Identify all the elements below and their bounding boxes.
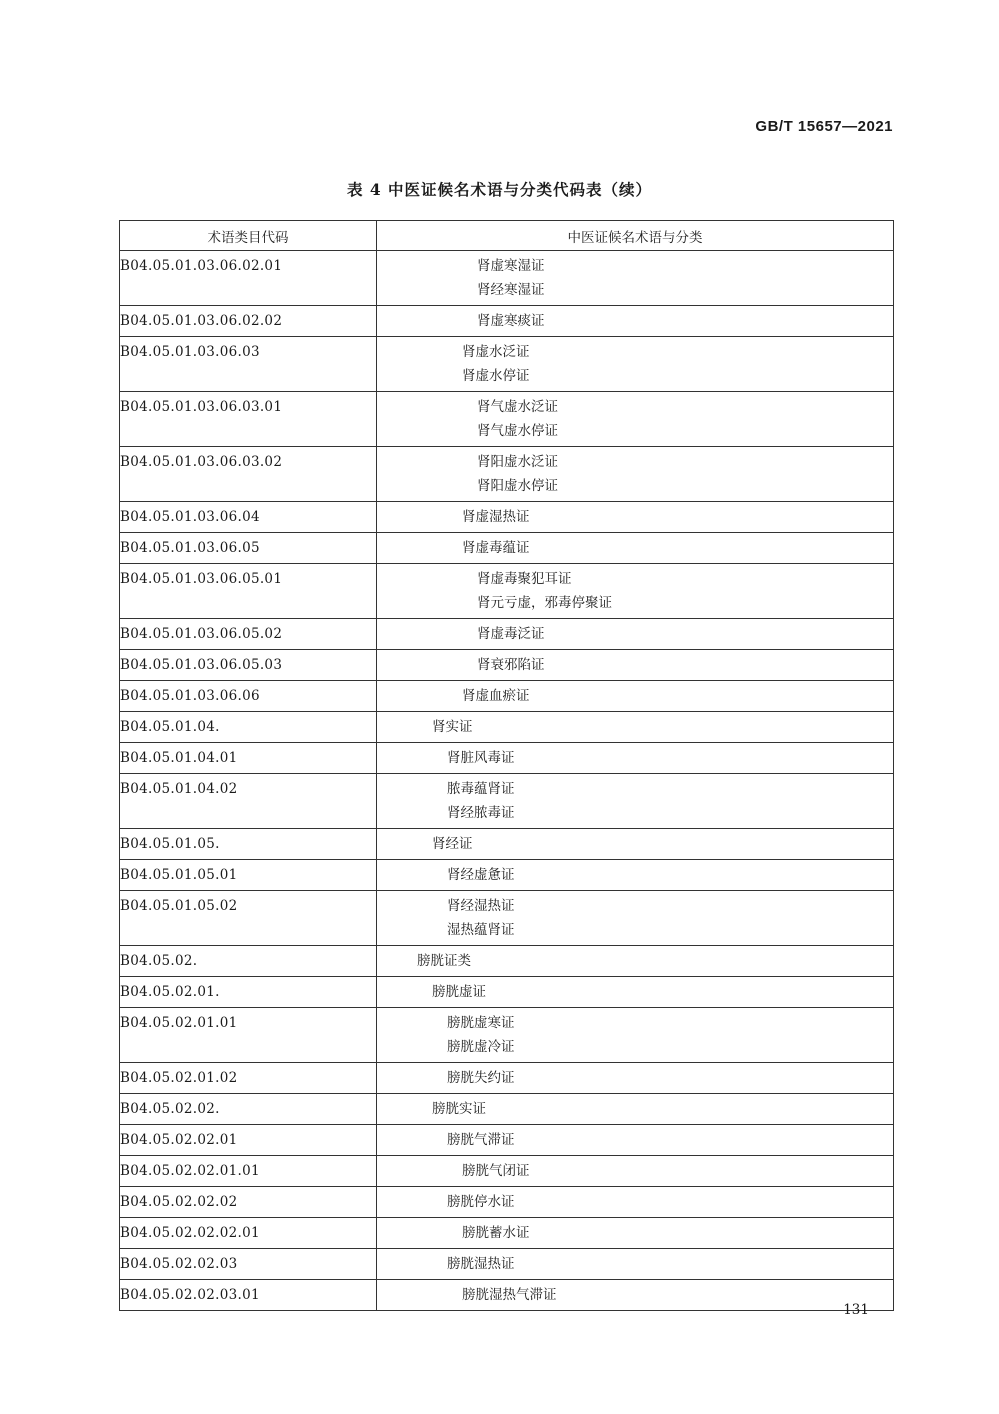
term-name-cell [377, 977, 894, 1008]
term-name: 脓毒蕴肾证 [447, 781, 515, 797]
table-row [120, 946, 894, 977]
term-code-cell: B04.05.02.02.03.01 [120, 1280, 377, 1311]
term-code-cell: B04.05.02.01.02 [120, 1063, 377, 1094]
term-code-cell: B04.05.02.02.01 [120, 1125, 377, 1156]
term-name-cell [377, 502, 894, 533]
term-code-cell: B04.05.01.03.06.02.01 [120, 251, 377, 306]
page-number: 131 [843, 1302, 869, 1318]
term-code-cell: B04.05.01.05.01 [120, 860, 377, 891]
term-name: 膀胱证类 [417, 953, 471, 969]
term-name: 肾经湿热证 [447, 898, 515, 914]
term-name: 膀胱虚寒证 [447, 1015, 515, 1031]
table-row [120, 977, 894, 1008]
term-name: 膀胱虚证 [432, 984, 486, 1000]
term-name: 肾虚湿热证 [462, 509, 530, 525]
term-name: 肾虚毒泛证 [477, 626, 545, 642]
term-name-cell [377, 1249, 894, 1280]
term-name-cell [377, 681, 894, 712]
table-row [120, 392, 894, 447]
term-name: 肾虚寒湿证 [477, 258, 545, 274]
term-name: 肾阳虚水停证 [477, 478, 558, 494]
table-title: 表 4 中医证候名术语与分类代码表（续） [346, 180, 653, 199]
term-name: 湿热蕴肾证 [447, 922, 515, 938]
table-row [120, 251, 894, 306]
table-row [120, 860, 894, 891]
term-name: 膀胱湿热证 [447, 1256, 515, 1272]
term-name: 肾衰邪陷证 [477, 657, 545, 673]
table-row [120, 650, 894, 681]
table-row [120, 743, 894, 774]
term-name: 肾虚水泛证 [462, 344, 530, 360]
term-name: 肾气虚水泛证 [477, 399, 558, 415]
term-name-cell [377, 447, 894, 502]
term-name-cell [377, 1094, 894, 1125]
term-code-cell: B04.05.01.03.06.06 [120, 681, 377, 712]
term-name: 膀胱湿热气滞证 [462, 1287, 557, 1303]
term-name: 肾经证 [432, 836, 473, 852]
term-code-cell: B04.05.01.03.06.03.01 [120, 392, 377, 447]
table-row [120, 1187, 894, 1218]
term-name-cell [377, 1008, 894, 1063]
term-name: 肾元亏虚，邪毒停聚证 [477, 595, 612, 611]
term-name: 肾脏风毒证 [447, 750, 515, 766]
term-name-cell [377, 337, 894, 392]
table-row [120, 447, 894, 502]
term-name-cell [377, 1156, 894, 1187]
term-name-cell [377, 650, 894, 681]
term-name: 膀胱停水证 [447, 1194, 515, 1210]
term-name: 膀胱失约证 [447, 1070, 515, 1086]
term-code-cell: B04.05.01.05. [120, 829, 377, 860]
term-name-cell [377, 306, 894, 337]
table-row [120, 712, 894, 743]
term-name-cell [377, 1280, 894, 1311]
table-row [120, 1218, 894, 1249]
term-name: 肾虚毒聚犯耳证 [477, 571, 572, 587]
term-code-cell: B04.05.01.03.06.05.02 [120, 619, 377, 650]
term-code-cell: B04.05.01.04. [120, 712, 377, 743]
term-code-cell: B04.05.02.02.02.01 [120, 1218, 377, 1249]
term-name-cell [377, 564, 894, 619]
table-row [120, 1063, 894, 1094]
term-name-cell [377, 829, 894, 860]
term-name-cell [377, 392, 894, 447]
table-row [120, 1125, 894, 1156]
term-name: 肾经虚惫证 [447, 867, 515, 883]
table-row [120, 502, 894, 533]
table-row [120, 1008, 894, 1063]
column-header-code: 术语类目代码 [120, 221, 377, 251]
table-row [120, 1249, 894, 1280]
term-name-cell [377, 860, 894, 891]
term-name: 膀胱蓄水证 [462, 1225, 530, 1241]
term-code-cell: B04.05.02.01.01 [120, 1008, 377, 1063]
term-name-cell [377, 1063, 894, 1094]
term-name-cell [377, 774, 894, 829]
table-row [120, 1280, 894, 1311]
term-name: 膀胱气闭证 [462, 1163, 530, 1179]
table-row [120, 681, 894, 712]
term-name: 膀胱虚冷证 [447, 1039, 515, 1055]
term-name-cell [377, 712, 894, 743]
term-code-cell: B04.05.01.03.06.05.03 [120, 650, 377, 681]
term-name: 肾虚寒痰证 [477, 313, 545, 329]
term-name-cell [377, 743, 894, 774]
term-code-cell: B04.05.02.02.01.01 [120, 1156, 377, 1187]
term-name-cell [377, 1218, 894, 1249]
term-code-cell: B04.05.01.03.06.05.01 [120, 564, 377, 619]
table-row [120, 829, 894, 860]
term-name: 肾气虚水停证 [477, 423, 558, 439]
term-code-cell: B04.05.01.03.06.05 [120, 533, 377, 564]
table-row [120, 564, 894, 619]
term-name: 肾实证 [432, 719, 473, 735]
term-code-cell: B04.05.01.05.02 [120, 891, 377, 946]
term-name-cell [377, 946, 894, 977]
table-row [120, 891, 894, 946]
term-code-cell: B04.05.01.04.01 [120, 743, 377, 774]
table-row [120, 774, 894, 829]
term-name-cell [377, 251, 894, 306]
table-row [120, 306, 894, 337]
term-name: 膀胱实证 [432, 1101, 486, 1117]
table-row [120, 1156, 894, 1187]
term-name-cell [377, 619, 894, 650]
table-row [120, 619, 894, 650]
term-name-cell [377, 1125, 894, 1156]
term-code-cell: B04.05.01.03.06.03.02 [120, 447, 377, 502]
term-code-cell: B04.05.01.04.02 [120, 774, 377, 829]
term-name: 肾经寒湿证 [477, 282, 545, 298]
table-row [120, 1094, 894, 1125]
term-code-cell: B04.05.02.02. [120, 1094, 377, 1125]
term-name: 膀胱气滞证 [447, 1132, 515, 1148]
term-name: 肾阳虚水泛证 [477, 454, 558, 470]
term-code-cell: B04.05.01.03.06.03 [120, 337, 377, 392]
standard-number: GB/T 15657—2021 [755, 118, 893, 135]
term-name: 肾经脓毒证 [447, 805, 515, 821]
term-name-cell [377, 891, 894, 946]
table-body [120, 251, 894, 1311]
term-code-cell: B04.05.01.03.06.02.02 [120, 306, 377, 337]
term-code-table [119, 220, 894, 1311]
term-code-cell: B04.05.01.03.06.04 [120, 502, 377, 533]
term-code-cell: B04.05.02.01. [120, 977, 377, 1008]
term-code-cell: B04.05.02.02.02 [120, 1187, 377, 1218]
term-code-cell: B04.05.02.02.03 [120, 1249, 377, 1280]
term-name: 肾虚血瘀证 [462, 688, 530, 704]
term-name: 肾虚毒蕴证 [462, 540, 530, 556]
term-name-cell [377, 533, 894, 564]
table-row [120, 533, 894, 564]
table-row [120, 337, 894, 392]
term-name-cell [377, 1187, 894, 1218]
term-name: 肾虚水停证 [462, 368, 530, 384]
term-code-cell: B04.05.02. [120, 946, 377, 977]
table-header-row [120, 221, 894, 251]
column-header-term: 中医证候名术语与分类 [377, 221, 894, 251]
